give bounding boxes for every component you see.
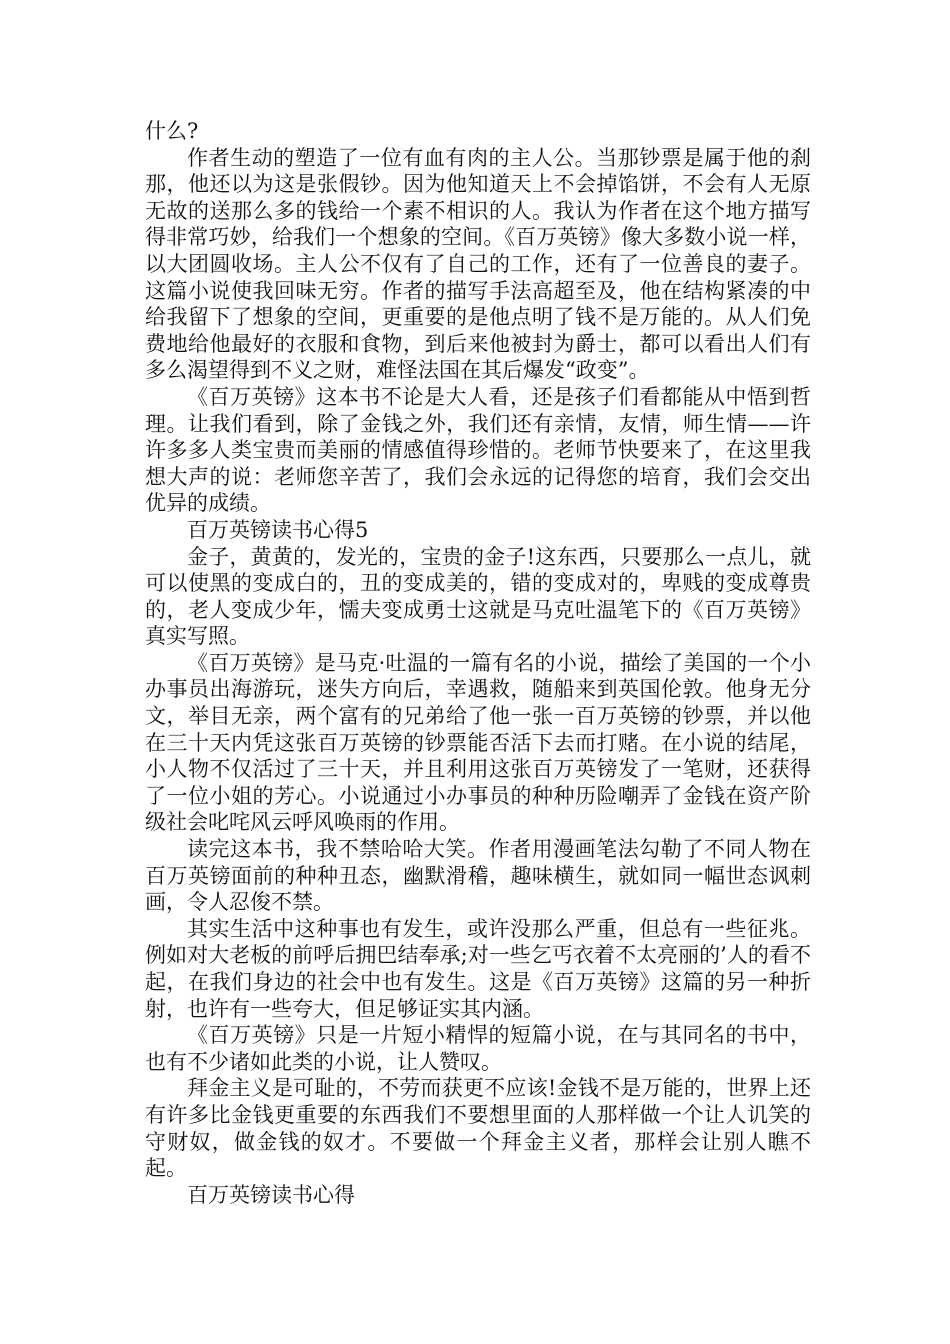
paragraph-conclusion: 拜金主义是可耻的，不劳而获更不应该!金钱不是万能的，世界上还有许多比金钱更重要的东西我们不要想里面的人那样做一个让人讥笑的守财奴，做金钱的奴才。不要做一个拜金主义者，那样会让别人瞧不起。 [145,1076,811,1181]
document-body [145,118,811,1208]
paragraph-continuation: 什么? [145,119,199,143]
paragraph-philosophy: 《百万英镑》这本书不论是大人看，还是孩子们看都能从中悟到哲理。让我们看到，除了金钱之外，我们还有亲情，友情，师生情——许许多多人类宝贵而美丽的情感值得珍惜的。老师节快要来了，在这里我想大声的说：老师您辛苦了，我们会永远的记得您的培育，我们会交出优异的成绩。 [145,384,811,516]
paragraph-protagonist: 作者生动的塑造了一位有血有肉的主人公。当那钞票是属于他的刹那，他还以为这是张假钞。因为他知道天上不会掉馅饼，不会有人无原无故的送那么多的钱给一个素不相识的人。我认为作者在这个地方描写得非常巧妙，给我们一个想象的空间。《百万英镑》像大多数小说一样，以大团圆收场。主人公不仅有了自己的工作，还有了一位善良的妻子。这篇小说使我回味无穷。作者的描写手法高超至及，他在结构紧凑的中给我留下了想象的空间，更重要的是他点明了钱不是万能的。从人们免费地给他最好的衣服和食物，到后来他被封为爵士，都可以看出人们有多么渴望得到不义之财，难怪法国在其后爆发“政变”。 [145,145,811,383]
paragraph-short-story: 《百万英镑》只是一片短小精悍的短篇小说，在与其同名的书中，也有不少诸如此类的小说，让人赞叹。 [145,1023,811,1074]
paragraph-real-life: 其实生活中这种事也有发生，或许没那么严重，但总有一些征兆。例如对大老板的前呼后拥巴结奉承;对一些乞丐衣着不太亮丽的’人的看不起，在我们身边的社会中也有发生。这是《百万英镑》这篇的另一种折射，也许有一些夸大，但足够证实其内涵。 [145,916,811,1021]
paragraph-gold: 金子，黄黄的，发光的，宝贵的金子!这东西，只要那么一点儿，就可以使黑的变成白的，丑的变成美的，错的变成对的，卑贱的变成尊贵的，老人变成少年，懦夫变成勇士这就是马克吐温笔下的《百万英镑》真实写照。 [145,544,811,649]
paragraph-laughter: 读完这本书，我不禁哈哈大笑。作者用漫画笔法勾勒了不同人物在百万英镑面前的种种丑态，幽默滑稽，趣味横生，就如同一幅世态讽刺画，令人忍俊不禁。 [145,837,811,915]
paragraph-summary: 《百万英镑》是马克·吐温的一篇有名的小说，描绘了美国的一个小办事员出海游玩，迷失方向后，幸遇救，随船来到英国伦敦。他身无分文，举目无亲，两个富有的兄弟给了他一张一百万英镑的钞票，并以他在三十天内凭这张百万英镑的钞票能否活下去而打赌。在小说的结尾，小人物不仅活过了三十天，并且利用这张百万英镑发了一笔财，还获得了一位小姐的芳心。小说通过小办事员的种种历险嘲弄了金钱在资产阶级社会叱咤风云呼风唤雨的作用。 [145,650,811,835]
section-heading-next: 百万英镑读书心得 [187,1182,355,1207]
section-heading-5: 百万英镑读书心得5 [187,517,369,542]
